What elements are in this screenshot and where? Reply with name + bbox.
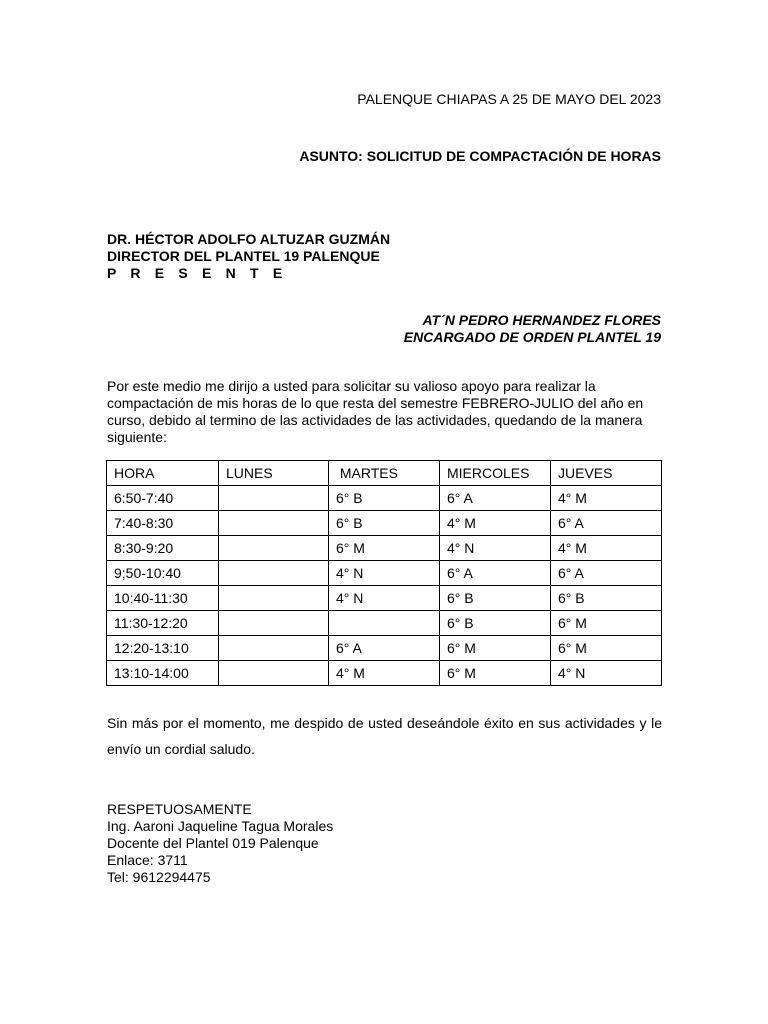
cell-miercoles: 6° B bbox=[440, 611, 551, 636]
header-martes: MARTES bbox=[329, 461, 440, 486]
signature-enlace: Enlace: 3711 bbox=[107, 852, 188, 868]
table-row bbox=[107, 536, 662, 561]
cell-jueves: 6° B bbox=[551, 586, 662, 611]
header-lunes: LUNES bbox=[219, 461, 329, 486]
table-row bbox=[107, 611, 662, 636]
signature-name: Ing. Aaroni Jaqueline Tagua Morales bbox=[107, 818, 334, 834]
cell-martes: 4° N bbox=[329, 561, 440, 586]
cell-hora: 7:40-8:30 bbox=[107, 511, 219, 536]
cell-hora: 12:20-13:10 bbox=[107, 636, 219, 661]
table-row bbox=[107, 636, 662, 661]
cell-jueves: 6° A bbox=[551, 511, 662, 536]
cell-miercoles: 6° B bbox=[440, 586, 551, 611]
cell-miercoles: 6° A bbox=[440, 486, 551, 511]
cell-jueves: 6° M bbox=[551, 611, 662, 636]
attention-block bbox=[404, 312, 661, 346]
recipient-presente: P R E S E N T E bbox=[107, 265, 288, 281]
header-hora: HORA bbox=[107, 461, 219, 486]
recipient-name: DR. HÉCTOR ADOLFO ALTUZAR GUZMÁN bbox=[107, 231, 391, 247]
attention-role: ENCARGADO DE ORDEN PLANTEL 19 bbox=[403, 329, 661, 345]
cell-lunes bbox=[219, 511, 329, 536]
closing-paragraph: Sin más por el momento, me despido de usted deseándole éxito en sus actividades y le envío un cordial saludo. bbox=[107, 715, 662, 757]
cell-lunes bbox=[219, 611, 329, 636]
signature-greeting: RESPETUOSAMENTE bbox=[107, 801, 252, 817]
cell-martes: 6° M bbox=[329, 536, 440, 561]
cell-lunes bbox=[219, 661, 329, 686]
cell-miercoles: 4° M bbox=[440, 511, 551, 536]
cell-martes: 6° B bbox=[329, 486, 440, 511]
cell-martes: 4° N bbox=[329, 586, 440, 611]
cell-hora: 10:40-11:30 bbox=[107, 586, 219, 611]
attention-name: AT´N PEDRO HERNANDEZ FLORES bbox=[422, 312, 661, 328]
cell-martes bbox=[329, 611, 440, 636]
cell-hora: 11:30-12:20 bbox=[107, 611, 219, 636]
cell-lunes bbox=[219, 636, 329, 661]
cell-jueves: 4° M bbox=[551, 536, 662, 561]
cell-jueves: 4° N bbox=[551, 661, 662, 686]
cell-hora: 9;50-10:40 bbox=[107, 561, 219, 586]
recipient-title: DIRECTOR DEL PLANTEL 19 PALENQUE bbox=[107, 248, 380, 264]
cell-miercoles: 6° M bbox=[440, 661, 551, 686]
signature-phone: Tel: 9612294475 bbox=[107, 869, 211, 885]
recipient-block bbox=[107, 231, 390, 282]
table-row bbox=[107, 486, 662, 511]
cell-hora: 13:10-14:00 bbox=[107, 661, 219, 686]
cell-hora: 8:30-9:20 bbox=[107, 536, 219, 561]
cell-martes: 6° B bbox=[329, 511, 440, 536]
cell-miercoles: 6° M bbox=[440, 636, 551, 661]
header-miercoles: MIERCOLES bbox=[440, 461, 551, 486]
cell-lunes bbox=[219, 586, 329, 611]
header-jueves: JUEVES bbox=[551, 461, 662, 486]
cell-lunes bbox=[219, 486, 329, 511]
signature-block bbox=[107, 801, 333, 886]
cell-miercoles: 4° N bbox=[440, 536, 551, 561]
cell-martes: 4° M bbox=[329, 661, 440, 686]
intro-paragraph: Por este medio me dirijo a usted para solicitar su valioso apoyo para realizar la compactación de mis horas de lo que resta del semestre FEBRERO-JULIO del año en curso, debido al termino de las actividades de las actividades, quedando de la manera siguiente: bbox=[107, 378, 644, 445]
subject-line: ASUNTO: SOLICITUD DE COMPACTACIÓN DE HORAS bbox=[299, 148, 661, 164]
cell-lunes bbox=[219, 536, 329, 561]
cell-lunes bbox=[219, 561, 329, 586]
table-row bbox=[107, 511, 662, 536]
cell-miercoles: 6° A bbox=[440, 561, 551, 586]
cell-hora: 6:50-7:40 bbox=[107, 486, 219, 511]
table-row bbox=[107, 561, 662, 586]
date-line: PALENQUE CHIAPAS A 25 DE MAYO DEL 2023 bbox=[357, 91, 661, 107]
schedule-table bbox=[106, 460, 662, 686]
cell-jueves: 6° M bbox=[551, 636, 662, 661]
table-row bbox=[107, 661, 662, 686]
schedule-header-row bbox=[107, 461, 662, 486]
cell-martes: 6° A bbox=[329, 636, 440, 661]
table-row bbox=[107, 586, 662, 611]
cell-jueves: 4° M bbox=[551, 486, 662, 511]
signature-role: Docente del Plantel 019 Palenque bbox=[107, 835, 319, 851]
cell-jueves: 6° A bbox=[551, 561, 662, 586]
